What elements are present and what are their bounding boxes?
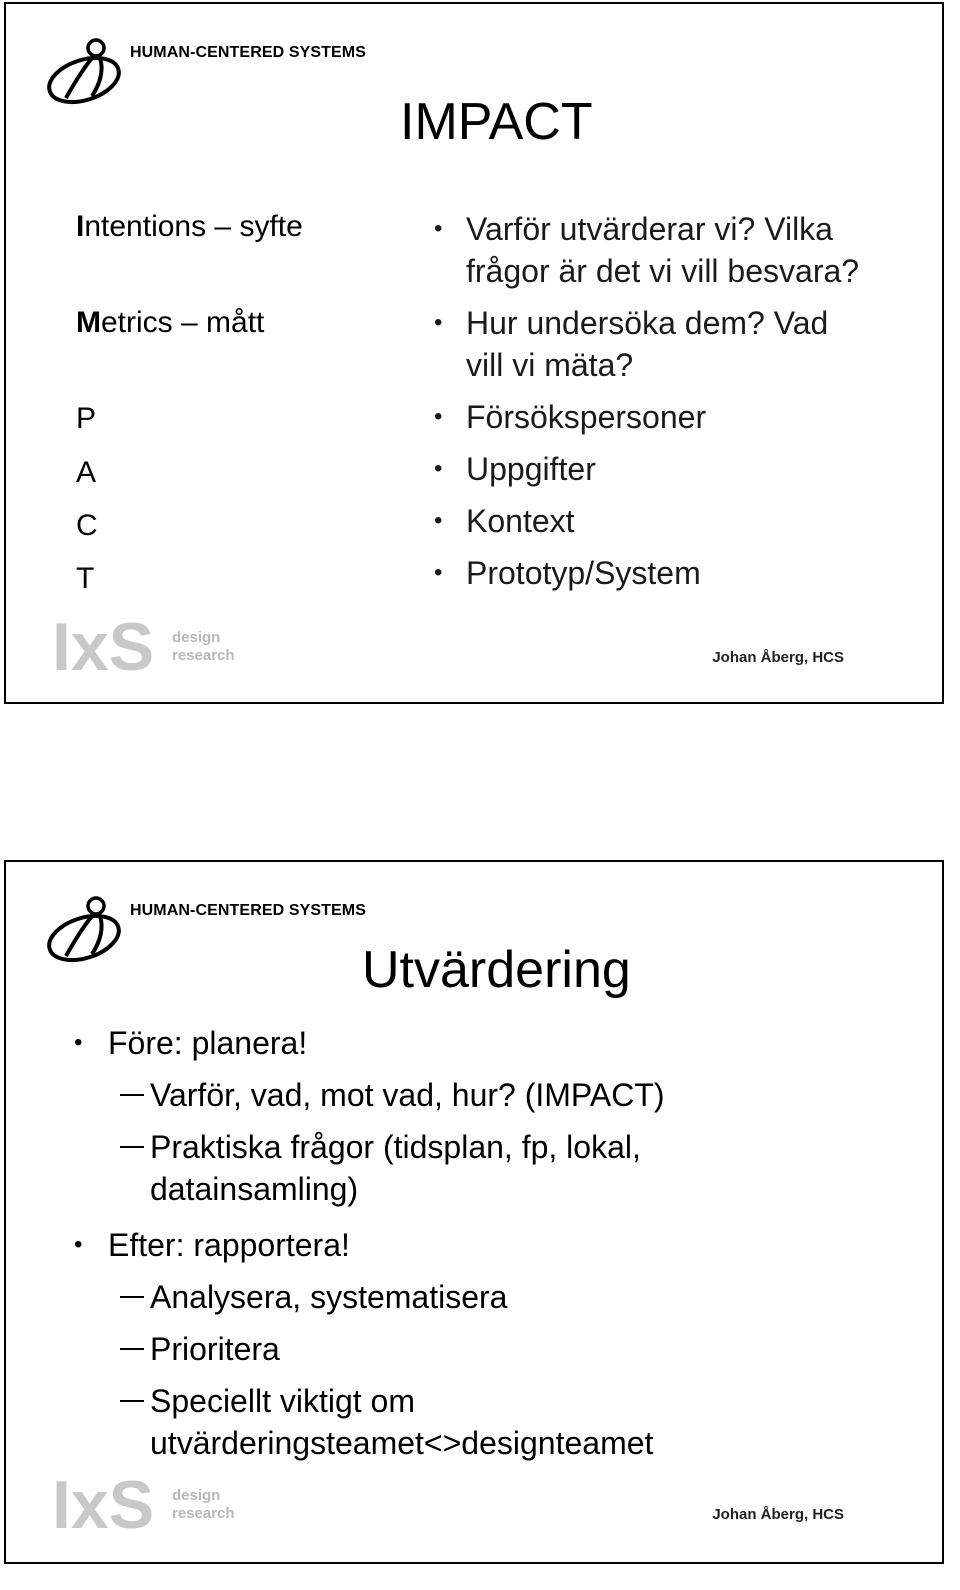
term-c: C xyxy=(76,509,98,542)
org-name: HUMAN-CENTERED SYSTEMS xyxy=(130,902,366,919)
ixs-watermark-logo xyxy=(52,608,242,678)
list-item: • Prototyp/System xyxy=(432,552,862,594)
svg-text:research: research xyxy=(172,647,235,664)
term-intentions: Intentions – syfte xyxy=(76,210,303,243)
slide-title: Utvärdering xyxy=(362,941,631,999)
impact-bullet-list xyxy=(432,208,862,594)
svg-text:design: design xyxy=(172,1487,221,1504)
term-a: A xyxy=(76,456,97,489)
org-name: HUMAN-CENTERED SYSTEMS xyxy=(130,44,366,61)
list-subitem: Praktiska frågor (tidsplan, fp, lokal, datainsamling) xyxy=(150,1126,641,1210)
list-item: • Uppgifter xyxy=(432,448,862,490)
list-item: • Kontext xyxy=(432,500,862,542)
bullet-icon: • xyxy=(74,1231,83,1258)
slide-title: IMPACT xyxy=(400,93,593,151)
list-item: • Hur undersöka dem? Vad vill vi mäta? xyxy=(432,302,862,386)
term-p: P xyxy=(76,402,97,435)
list-item-after: • Efter: rapportera! xyxy=(108,1224,350,1266)
hcs-logo-icon xyxy=(44,34,134,106)
list-subitem: Analysera, systematisera xyxy=(150,1276,507,1318)
bullet-icon: • xyxy=(74,1029,83,1056)
term-t: T xyxy=(76,562,95,595)
list-subitem: Varför, vad, mot vad, hur? (IMPACT) xyxy=(150,1074,665,1116)
dash-icon xyxy=(120,1296,144,1298)
dash-icon xyxy=(120,1348,144,1350)
list-subitem: Prioritera xyxy=(150,1328,280,1370)
list-item: • Varför utvärderar vi? Vilka frågor är det vi vill besvara? xyxy=(432,208,862,292)
hcs-logo-icon xyxy=(44,892,134,964)
term-metrics: Metrics – mått xyxy=(76,306,265,339)
ixs-watermark-logo xyxy=(52,1466,242,1536)
slide-utvardering xyxy=(4,860,944,1564)
list-subitem: Speciellt viktigt om utvärderingsteamet<>designteamet xyxy=(150,1380,653,1464)
list-item-before: • Före: planera! xyxy=(108,1022,307,1064)
list-item: • Försökspersoner xyxy=(432,396,862,438)
author-credit: Johan Åberg, HCS xyxy=(712,1506,844,1523)
dash-icon xyxy=(120,1094,144,1096)
dash-icon xyxy=(120,1400,144,1402)
slide-impact xyxy=(4,2,944,704)
dash-icon xyxy=(120,1146,144,1148)
svg-text:research: research xyxy=(172,1505,235,1522)
svg-text:IxS: IxS xyxy=(52,1467,155,1536)
svg-text:IxS: IxS xyxy=(52,609,155,678)
svg-text:design: design xyxy=(172,629,221,646)
author-credit: Johan Åberg, HCS xyxy=(712,649,844,666)
